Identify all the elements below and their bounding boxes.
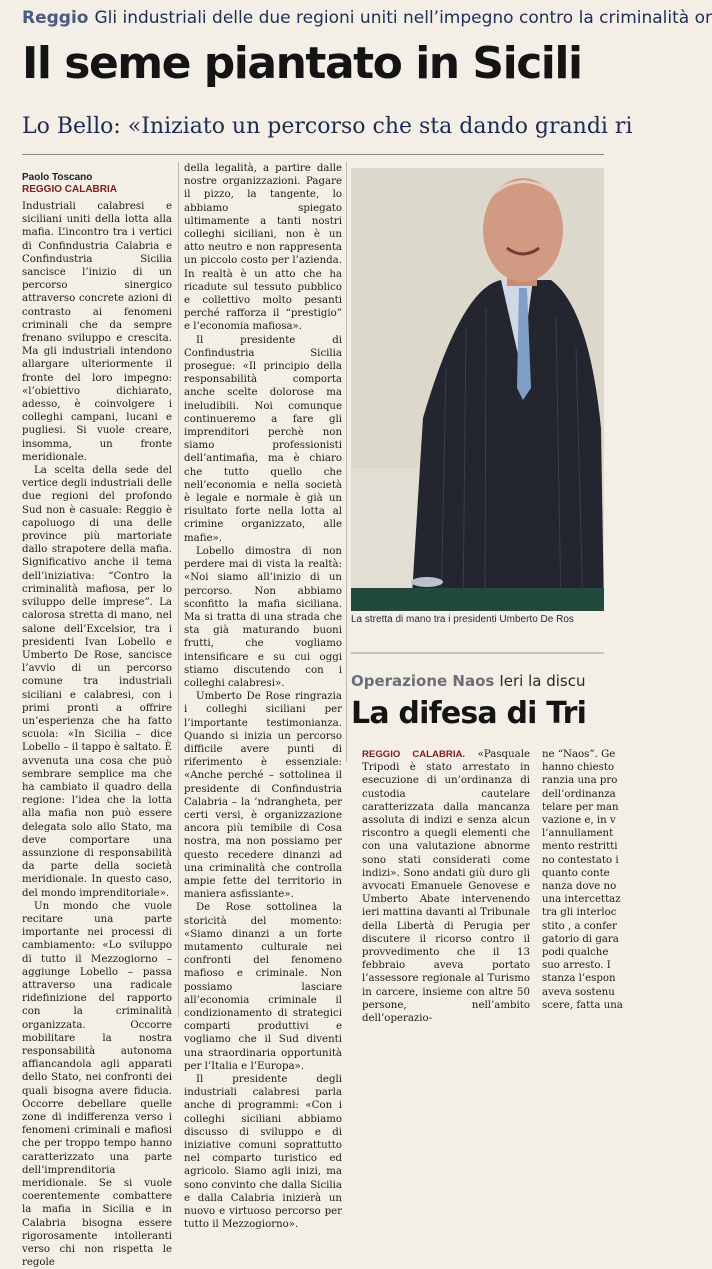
line: gatorio di gara xyxy=(542,933,619,945)
article-kicker xyxy=(22,8,712,28)
line: ne “Naos”. Ge xyxy=(542,749,616,760)
paragraph: La scelta della sede del vertice degli industriali delle due regioni del profondo Sud non è casuale: Reggio è capoluogo di una delle province più martoriate dallo strapotere della mafia. Significativo anche il tema dell’iniziativa: “Contro la criminalità mafiosa, per lo sviluppo delle imprese”. La calorosa stretta di mano, nel salone dell’Excelsior, tra i presidenti Ivan Lobello e Umberto De Rose, sancisce l’avvio di un percorso comune tra industriali siciliani e calabresi, con i primi pronti a offrire un’esperienza che ha fatto scuola: «In Sicilia – dice Lobello – il tappo è saltato. È avvenuta una cosa che può sembrare semplice ma che ha cambiato il quadro della regione: l’idea che la lotta alla mafia non può essere delegata solo allo Stato, ma deve comportare una assunzione di responsabilità da parte della società meridionale. In questo caso, del mondo imprenditoriale». xyxy=(22,465,172,899)
line: tra gli interloc xyxy=(542,907,617,919)
column-divider xyxy=(178,162,179,1017)
paragraph: Industriali calabresi e siciliani uniti della lotta alla mafia. L’incontro tra i vertici di Confindustria Calabria e Confindustria Sicilia sancisce l’inizio di un percorso sinergico attraverso concrete azioni di contrasto ai fenomeni criminali che da sempre frenano sviluppo e crescita. Ma gli industriali intendono allargare ulteriormente il fronte del loro impegno: «l’obiettivo dichiarato, adesso, è coinvolgere i colleghi campani, lucani e pugliesi. Si vuole creare, insomma, un fronte meridionale. xyxy=(22,201,172,463)
paragraph: De Rose sottolinea la storicità del momento: «Siamo dinanzi a un forte mutamento culturale nei confronti del fenomeno mafioso e criminale. Non possiamo lasciare all’economia criminale il condizionamento di strategici comparti produttivi e vogliamo che il Sud diventi una straordinaria opportunità per l’Italia e l’Europa». xyxy=(184,902,342,1072)
line: hanno chiesto xyxy=(542,762,615,774)
line: vazione e, in v xyxy=(542,815,616,827)
line: stito , a confer xyxy=(542,920,617,932)
header-divider xyxy=(22,154,604,155)
line: una intercettaz xyxy=(542,894,621,906)
line: dell’ordinanza xyxy=(542,788,616,800)
second-section-label: Operazione Naos xyxy=(351,672,495,690)
paragraph: Un mondo che vuole recitare una parte importante nei processi di cambiamento: «Lo sviluppo di tutto il Mezzogiorno – aggiunge Lobello – passa attraverso una radicale ridefinizione del rapporto con la criminalità organizzata. Occorre mobilitare la nostra responsabilità autonoma affiancandola agli apparati dello Stato, nei confronti dei quali bisogna avere fiducia. Occorre debellare quelle zone di indifferenza verso i fenomeni criminali e mafiosi che per troppo tempo hanno caratterizzato una parte dell’imprenditoria meridionale. Se si vuole coerentemente combattere la mafia in Sicilia e in Calabria bisogna essere rigorosamente intolleranti verso chi non rispetta le regole xyxy=(22,900,172,1269)
line: telare per man xyxy=(542,801,619,813)
byline-place: REGGIO CALABRIA xyxy=(22,184,117,195)
line: nanza dove no xyxy=(542,881,617,893)
paragraph: Il presidente di Confindustria Sicilia prosegue: «Il principio della responsabilità comporta anche scelte dolorose ma ineludibili. Noi comunque continueremo a fare gli imprenditori perchè non siamo professionisti dell’antimafia, ma è chiaro che tutto quello che nell’economia e nella società è legale e normale è già un risultato forte nella lotta al crimine organizzato, alle mafie». xyxy=(184,334,342,544)
kicker-text: Gli industriali delle due regioni uniti nell’impegno contro la criminalità or xyxy=(94,8,712,28)
line: mento restritti xyxy=(542,841,618,853)
lead-place: REGGIO CALABRIA. xyxy=(362,749,466,760)
line: stanza l’espon xyxy=(542,973,616,985)
paragraph: Lobello dimostra di non perdere mai di vista la realtà: «Noi siamo all’inizio di un percorso. Non abbiamo sconfitto la mafia siciliana. Ma si tratta di una strada che sta già maturando buoni frutti, che vogliamo intensificare e su cui oggi stiamo discutendo con i colleghi calabresi». xyxy=(184,545,342,689)
article-subhead: Lo Bello: «Iniziato un percorso che sta dando grandi ri xyxy=(22,114,633,139)
line: quanto conte xyxy=(542,867,610,879)
paragraph-text: «Pasquale Tripodi è stato arrestato in esecuzione di un’ordinanza di custodia cautelare caratterizzata dalla mancanza assoluta di indizi e senza alcun riscontro a quegli elementi che con una valutazione abnorme sono stati considerati come indizi». Sono andati giù duro gli avvocati Emanuele Genovese e Umberto Abate intervenendo ieri mattina davanti al Tribunale della Libertà di Perugia per discutere il ricorso contro il provvedimento che il 13 febbraio aveva portato l’assessore regionale al Turismo in carcere, insieme con altre 50 persone, nell’ambito dell’operazio- xyxy=(362,749,530,1025)
line: podi qualche xyxy=(542,947,609,959)
article-headline: Il seme piantato in Sicili xyxy=(22,38,582,89)
paragraph: Umberto De Rose ringrazia i colleghi siciliani per l’importante testimonianza. Quando si inizia un percorso difficile avere punti di riferimento è essenziale: «Anche perché – sottolinea il presidente di Confindustria Calabria – la ’ndrangheta, per certi versi, è organizzazione ancora più temibile di Cosa nostra, ma non possiamo per questo recedere dinanzi ad una criminalità che controlla ampie fette del territorio in maniera asfissiante». xyxy=(184,691,342,901)
photo-caption: La stretta di mano tra i presidenti Umberto De Ros xyxy=(351,614,574,625)
section-label: Reggio xyxy=(22,8,89,28)
paragraph xyxy=(362,748,530,1025)
article-photo xyxy=(351,168,604,611)
line: aveva sostenu xyxy=(542,986,615,998)
section-divider xyxy=(351,652,604,654)
paragraph: Il presidente degli industriali calabresi parla anche di programmi: «Con i colleghi siciliani abbiamo discusso di sviluppo e di iniziative comuni soprattutto nel comparto turistico ed agricolo. Siamo agli inizi, ma sono convinto che dalla Sicilia e dalla Calabria inizierà un nuovo e virtuoso percorso per tutto il Mezzogiorno». xyxy=(184,1074,342,1231)
second-kicker-text: Ieri la discu xyxy=(499,672,586,690)
second-kicker xyxy=(351,672,611,690)
line: suo arresto. I xyxy=(542,960,611,972)
article-column-2 xyxy=(184,162,342,1231)
line: ranzia una pro xyxy=(542,775,618,787)
line: l’annullament xyxy=(542,828,614,840)
column-divider xyxy=(346,162,347,762)
line: scere, fatta una xyxy=(542,999,623,1011)
article-column-1 xyxy=(22,200,172,1269)
second-article-column-1 xyxy=(362,748,530,1025)
byline-author: Paolo Toscano xyxy=(22,172,93,183)
paragraph: della legalità, a partire dalle nostre organizzazioni. Pagare il pizzo, la tangente, lo abbiamo spiegato ultimamente a tanti nostri colleghi siciliani, non è un atto neutro e non rappresenta un piccolo costo per l’azienda. In realtà è un atto che ha ricadute sul tessuto pubblico e collettivo molto pesanti perché rafforza il “prestigio” e l’economia mafiosa». xyxy=(184,163,342,333)
second-article-column-2 xyxy=(542,748,623,1016)
second-headline: La difesa di Tri xyxy=(351,696,587,731)
line: no contestato i xyxy=(542,854,619,866)
portrait-photo xyxy=(351,168,604,611)
